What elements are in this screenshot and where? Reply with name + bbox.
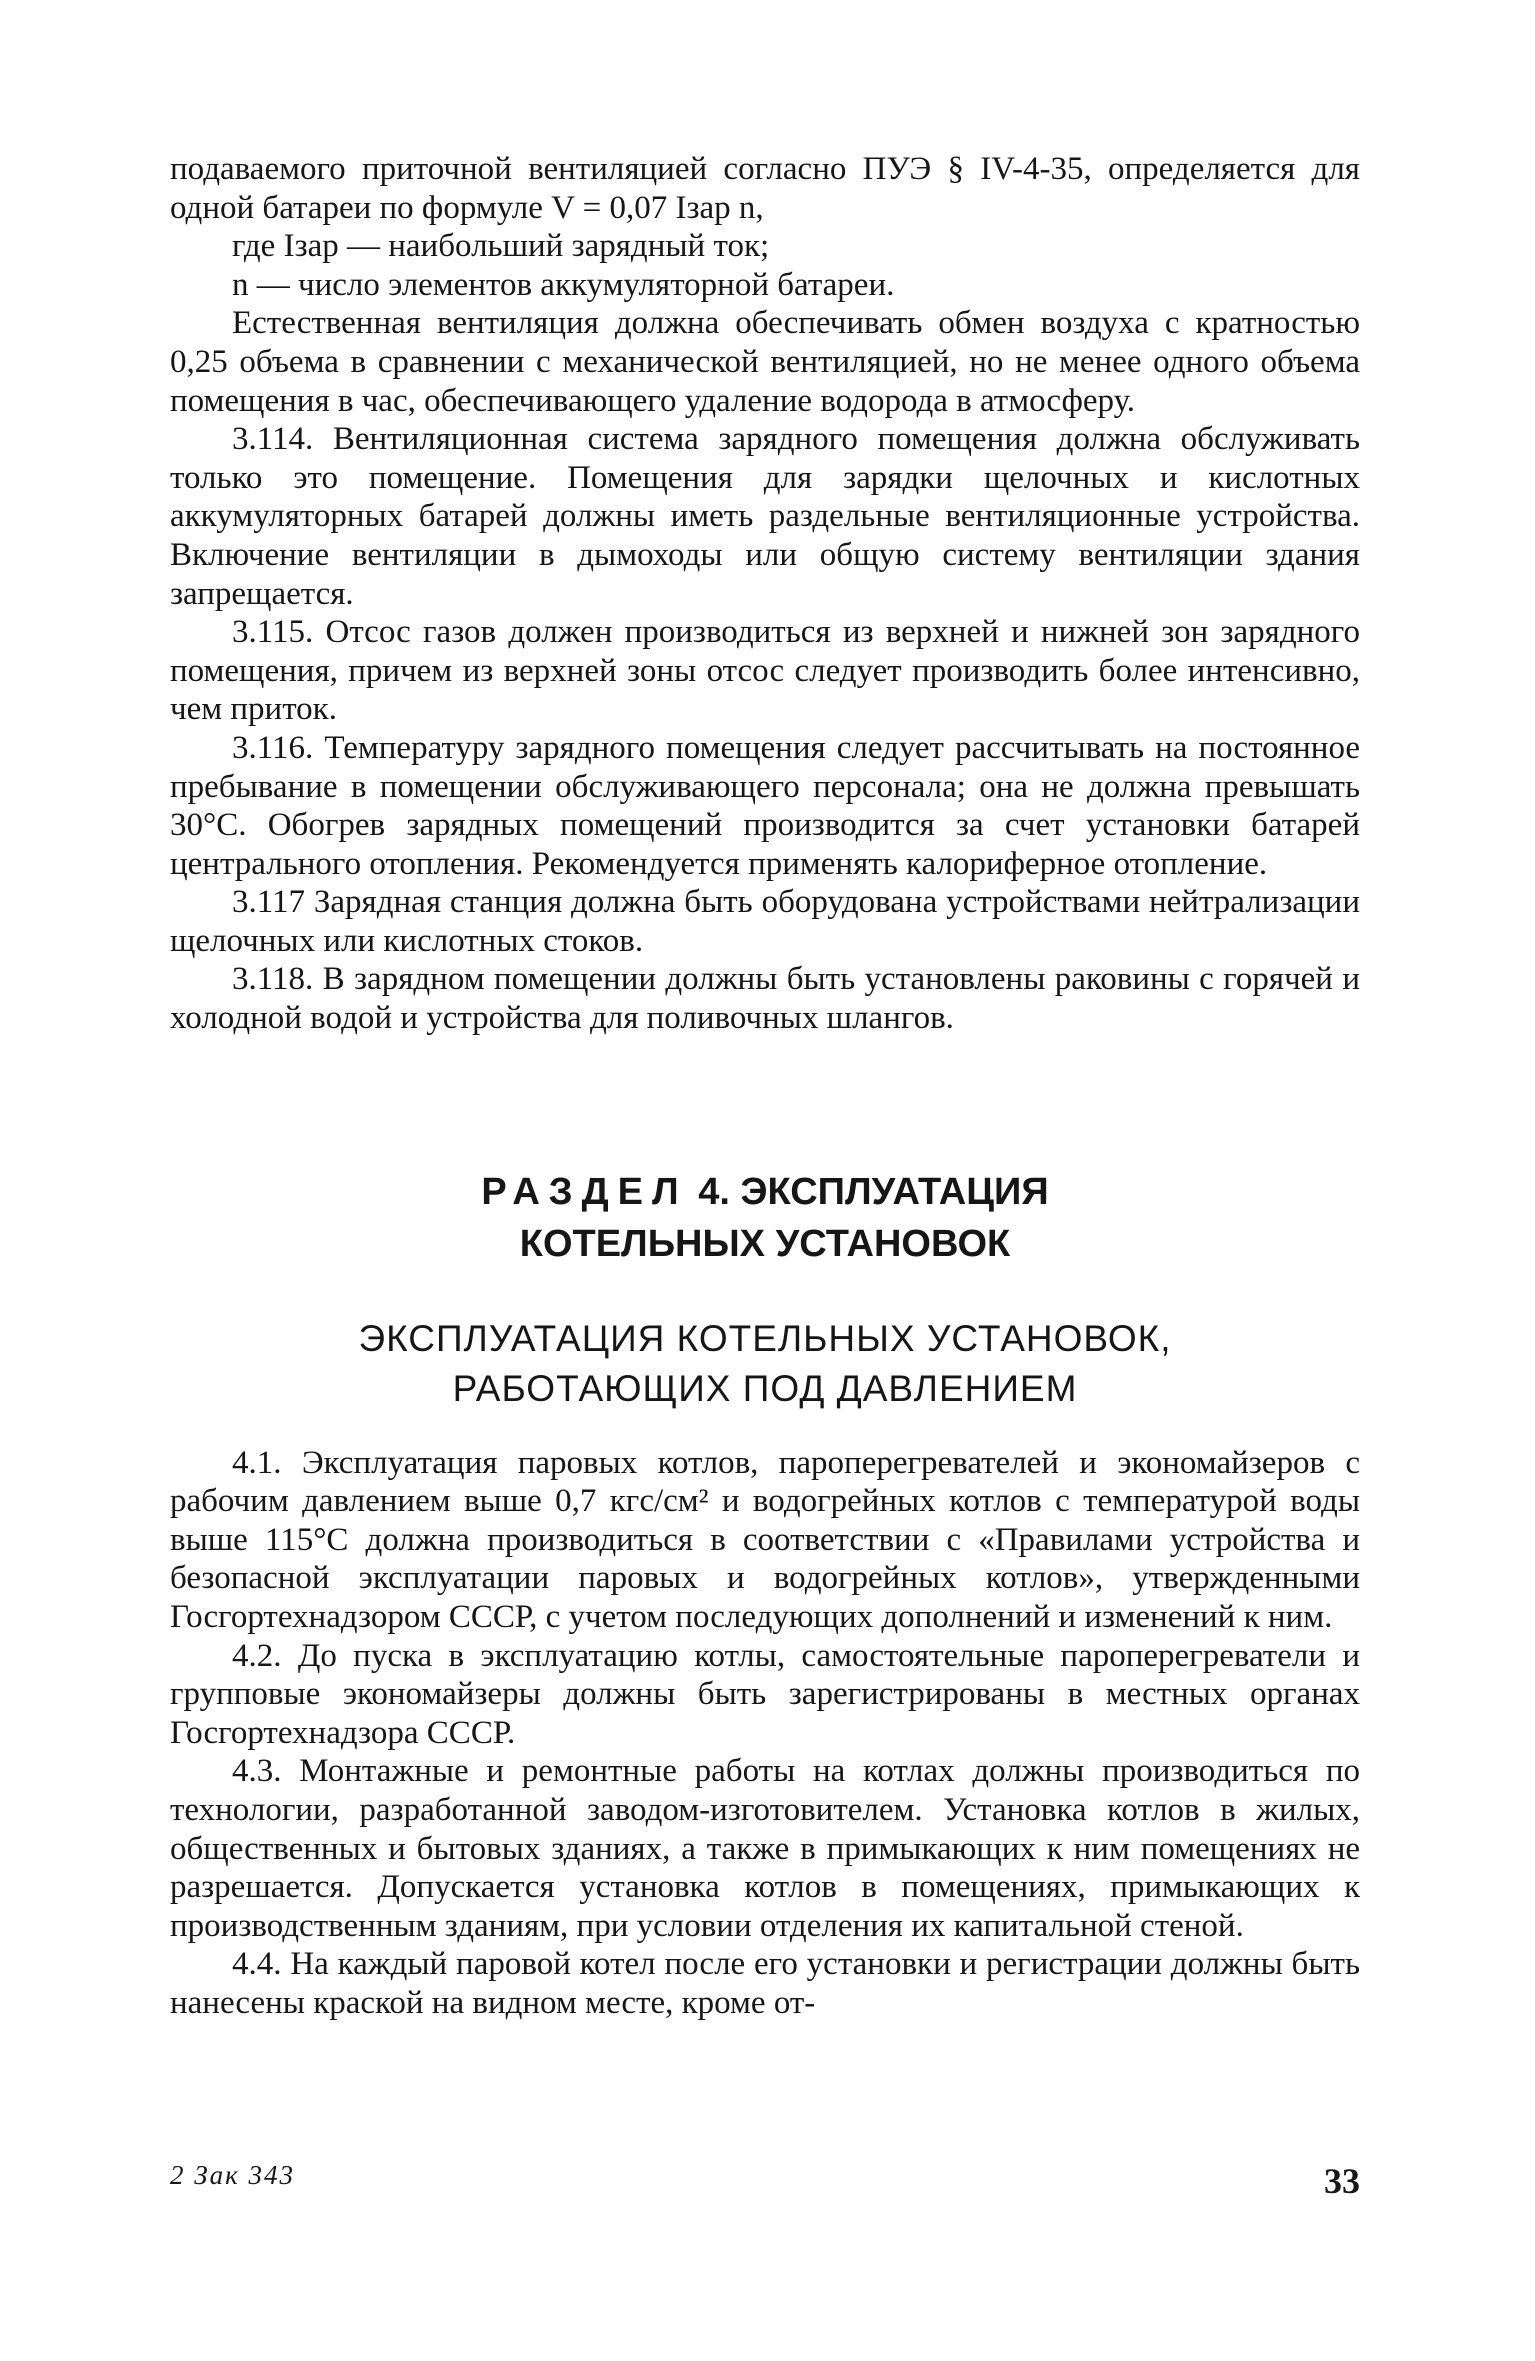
section-subtitle-line2: РАБОТАЮЩИХ ПОД ДАВЛЕНИЕМ — [452, 1367, 1078, 1409]
paragraph-continuation: подаваемого приточной вентиляцией согласно ПУЭ § IV-4-35, определяется для одной батареи по формуле V = 0,07 Iзар n, — [170, 151, 1360, 226]
clause-4-4: 4.4. На каждый паровой котел после его установки и регистрации должны быть нанесены краской на видном месте, кроме от- — [170, 1946, 1360, 2021]
section-subtitle — [170, 1314, 1360, 1414]
clause-4-3: 4.3. Монтажные и ремонтные работы на котлах должны производиться по технологии, разработанной заводом-изготовителем. Установка котлов в жилых, общественных и бытовых зданиях, а также в примыкающих к ним помещениях не разрешается. Допускается установка котлов в помещениях, примыкающих к производственным зданиям, при условии отделения их капитальной стеной. — [170, 1753, 1360, 1944]
page-number: 33 — [1324, 2161, 1360, 2201]
section-title-word: РАЗДЕЛ — [481, 1170, 688, 1213]
section-title — [170, 1166, 1360, 1270]
formula-definition: n — число элементов аккумуляторной батареи. — [232, 266, 895, 303]
page-footer — [170, 2160, 1360, 2210]
section-title-rest: 4. ЭКСПЛУАТАЦИЯ — [698, 1170, 1049, 1213]
section-title-line2: КОТЕЛЬНЫХ УСТАНОВОК — [519, 1222, 1011, 1265]
section-subtitle-line1: ЭКСПЛУАТАЦИЯ КОТЕЛЬНЫХ УСТАНОВОК, — [358, 1317, 1172, 1359]
clause-4-2: 4.2. До пуска в эксплуатацию котлы, самостоятельные пароперегреватели и групповые экономайзеры должны быть зарегистрированы в местных органах Госгортехнадзора СССР. — [170, 1637, 1360, 1751]
heading-spacer — [170, 1270, 1360, 1314]
section-spacer — [170, 1038, 1360, 1166]
text-column — [170, 150, 1360, 2023]
clause-3-117: 3.117 Зарядная станция должна быть оборудована устройствами нейтрализации щелочных или кислотных стоков. — [170, 884, 1360, 959]
subtitle-spacer — [170, 1414, 1360, 1444]
clause-3-115: 3.115. Отсос газов должен производиться из верхней и нижней зон зарядного помещения, причем из верхней зоны отсос следует производить более интенсивно, чем приток. — [170, 614, 1360, 728]
clause-3-116: 3.116. Температуру зарядного помещения следует рассчитывать на постоянное пребывание в помещении обслуживающего персонала; она не должна превышать 30°С. Обогрев зарядных помещений производится за счет установки батарей центрального отопления. Рекомендуется применять калориферное отопление. — [170, 729, 1360, 882]
formula-definition: где Iзар — наибольший зарядный ток; — [232, 228, 770, 265]
clause-3-118: 3.118. В зарядном помещении должны быть установлены раковины с горячей и холодной водой и устройства для поливочных шлангов. — [170, 961, 1360, 1037]
clause-3-114: 3.114. Вентиляционная система зарядного помещения должна обслуживать только это помещение. Помещения для зарядки щелочных и кислотных аккумуляторных батарей должны иметь раздельные вентиляционные устройства. Включение вентиляции в дымоходы или общую систему вентиляции здания запрещается. — [170, 421, 1360, 612]
paragraph: Естественная вентиляция должна обеспечивать обмен воздуха с кратностью 0,25 объема в сравнении с механической вентиляцией, но не менее одного объема помещения в час, обеспечивающего удаление водорода в атмосферу. — [170, 305, 1360, 419]
clause-4-1: 4.1. Эксплуатация паровых котлов, пароперегревателей и экономайзеров с рабочим давлением выше 0,7 кгс/см² и водогрейных котлов с температурой воды выше 115°С должна производиться в соответствии с «Правилами устройства и безопасной эксплуатации паровых и водогрейных котлов», утвержденными Госгортехнадзором СССР, с учетом последующих дополнений и изменений к ним. — [170, 1444, 1360, 1636]
printer-signature: 2 Зак 343 — [170, 2160, 295, 2190]
